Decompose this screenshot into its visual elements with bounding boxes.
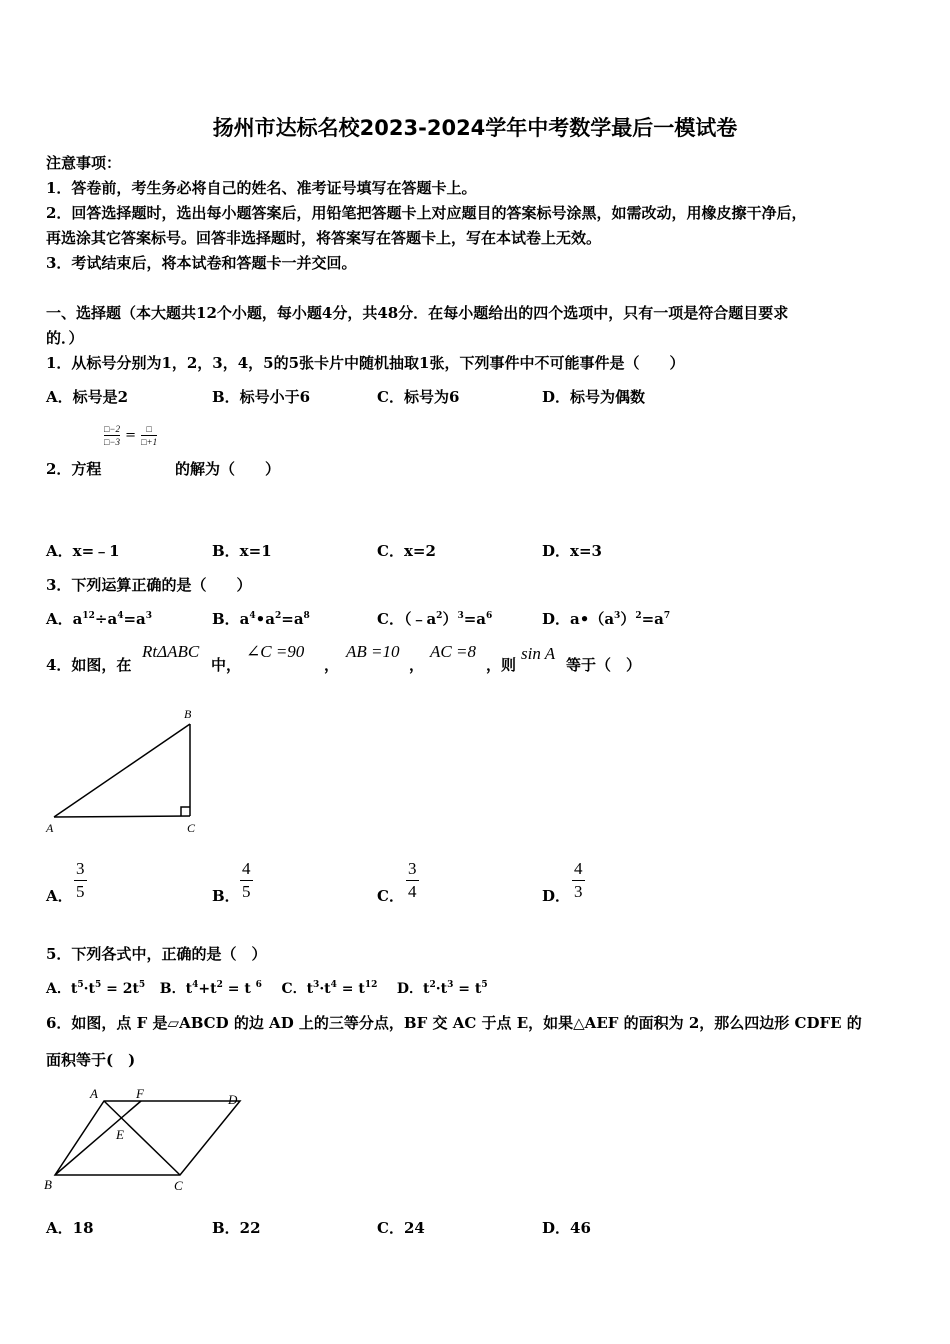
q3-option-b[interactable]: B．$a^4•a^2=a^8$	[212, 610, 310, 628]
q4-c-num: 3	[408, 859, 417, 878]
q5-option-a[interactable]: A．$t^5\cdot t^5 = 2t^5$	[46, 980, 146, 997]
q4-rt-triangle: RtΔABC	[142, 642, 200, 661]
q2-option-d[interactable]: D．x=3	[542, 542, 602, 560]
q2-eq-right-num: □	[146, 424, 152, 434]
q6-option-b[interactable]: B．22	[212, 1219, 261, 1237]
q6-label-d: D	[228, 1092, 238, 1107]
q4-sin-a: sin A	[521, 644, 556, 663]
section-heading-line1: 一、选择题（本大题共12个小题，每小题4分，共48分．在每小题给出的四个选项中，只有一项是符合题目要求	[46, 304, 789, 322]
q6-segment-bf	[55, 1101, 141, 1175]
q4-a-den: 5	[76, 882, 85, 901]
q1-option-c[interactable]: C．标号为6	[377, 388, 460, 406]
notice-item-2b: 再选涂其它答案标号。回答非选择题时，将答案写在答题卡上，写在本试卷上无效。	[46, 229, 602, 247]
q2-eq-left-fraction	[104, 424, 120, 447]
q6-label-c: C	[174, 1178, 183, 1193]
q3-stem: 3．下列运算正确的是（ ）	[46, 576, 252, 594]
q4-d-num: 4	[574, 859, 583, 878]
q4-ac-length: AC =8	[430, 642, 476, 661]
q4-option-b-label[interactable]: B．	[212, 887, 240, 905]
q4-option-a-label[interactable]: A．	[46, 887, 73, 905]
q5-option-c[interactable]: C．$t^3\cdot t^4 = t^{12}$	[281, 980, 378, 997]
q4-stem-prefix: 4．如图，在	[46, 656, 132, 674]
q6-stem-line2: 面积等于( )	[46, 1051, 136, 1069]
q1-option-b[interactable]: B．标号小于6	[212, 388, 311, 406]
q1-option-a[interactable]: A．标号是2	[46, 388, 129, 406]
q5-options	[46, 978, 488, 998]
q2-option-b[interactable]: B．x=1	[212, 542, 272, 560]
section-heading-line2: 的．）	[46, 329, 84, 347]
q4-a-num: 3	[76, 859, 85, 878]
q3-option-d[interactable]: D．$a•(a^3)^2=a^7$	[542, 610, 671, 628]
q3-option-c[interactable]: C．$(﹣a^2)^3=a^6$	[377, 610, 493, 628]
q4-triangle-figure	[40, 700, 210, 840]
q4-stem-suffix: 等于（ ）	[566, 656, 642, 674]
notice-item-2a: 2．回答选择题时，选出每小题答案后，用铅笔把答题卡上对应题目的答案标号涂黑，如需改动，用橡皮擦干净后，	[46, 204, 807, 222]
q2-option-c[interactable]: C．x=2	[377, 542, 436, 560]
q4-zhong: 中，	[211, 656, 242, 674]
q4-comma-2: ，	[409, 656, 425, 674]
q4-comma-1: ，	[324, 656, 340, 674]
q6-label-b: B	[44, 1177, 52, 1192]
notice-heading: 注意事项：	[46, 154, 122, 172]
q5-option-d[interactable]: D．$t^2\cdot t^3 = t^5$	[396, 980, 488, 997]
q6-parallelogram-figure	[40, 1082, 250, 1197]
q4-option-a-fraction[interactable]	[74, 860, 87, 901]
q2-eq-left-den: □−3	[104, 437, 121, 447]
q4-angle-c: ∠C =90	[246, 642, 305, 661]
q2-stem-prefix: 2．方程	[46, 460, 102, 478]
q6-label-f: F	[136, 1086, 144, 1101]
q5-option-b[interactable]: B．$t^4+t^2 = t$ $^6$	[159, 980, 262, 997]
q2-equation	[104, 424, 157, 447]
q6-option-c[interactable]: C．24	[377, 1219, 425, 1237]
q6-parallelogram-abcd	[55, 1101, 240, 1175]
q6-label-a: A	[90, 1086, 98, 1101]
q4-b-den: 5	[242, 882, 251, 901]
q4-ab-length: AB =10	[346, 642, 400, 661]
q2-option-a[interactable]: A．x=﹣1	[46, 542, 120, 560]
q3-option-a[interactable]: A．$a^{12}\div a^4=a^3$	[46, 610, 153, 628]
page-title: 扬州市达标名校2023-2024学年中考数学最后一模试卷	[212, 116, 738, 140]
q4-b-num: 4	[242, 859, 251, 878]
q2-eq-right-fraction	[141, 424, 157, 447]
q6-stem-line1: 6．如图，点 F 是▱ABCD 的边 AD 上的三等分点，BF 交 AC 于点 E，如果△AEF 的面积为 2，那么四边形 CDFE 的	[46, 1014, 862, 1032]
q4-c-den: 4	[408, 882, 417, 901]
q6-label-e: E	[116, 1127, 124, 1142]
q4-option-d-label[interactable]: D．	[542, 887, 571, 905]
q2-eq-equals: =	[125, 428, 137, 443]
q2-eq-left-num: □−2	[104, 424, 121, 434]
q1-stem: 1．从标号分别为1，2，3，4，5的5张卡片中随机抽取1张，下列事件中不可能事件是（ ）	[46, 354, 685, 372]
q4-ze: ，则	[486, 656, 517, 674]
q2-stem-suffix: 的解为（ ）	[175, 460, 281, 478]
q6-option-d[interactable]: D．46	[542, 1219, 591, 1237]
q4-d-den: 3	[574, 882, 583, 901]
notice-item-3: 3．考试结束后，将本试卷和答题卡一并交回。	[46, 254, 357, 272]
q2-eq-right-den: □+1	[141, 437, 158, 447]
q4-side-ac	[54, 816, 190, 817]
notice-item-1: 1．答卷前，考生务必将自己的姓名、准考证号填写在答题卡上。	[46, 179, 477, 197]
q4-label-b: B	[184, 707, 192, 721]
q4-label-c: C	[187, 821, 196, 835]
q4-right-angle-mark	[181, 807, 190, 816]
q4-option-d-fraction[interactable]	[572, 860, 585, 901]
q6-option-a[interactable]: A．18	[46, 1219, 94, 1237]
q1-option-d[interactable]: D．标号为偶数	[542, 388, 646, 406]
q5-stem: 5．下列各式中，正确的是（ ）	[46, 945, 267, 963]
q4-option-c-label[interactable]: C．	[377, 887, 404, 905]
q4-option-b-fraction[interactable]	[240, 860, 253, 901]
q4-side-ab	[54, 724, 190, 817]
q4-label-a: A	[46, 821, 54, 835]
q4-option-c-fraction[interactable]	[406, 860, 419, 901]
